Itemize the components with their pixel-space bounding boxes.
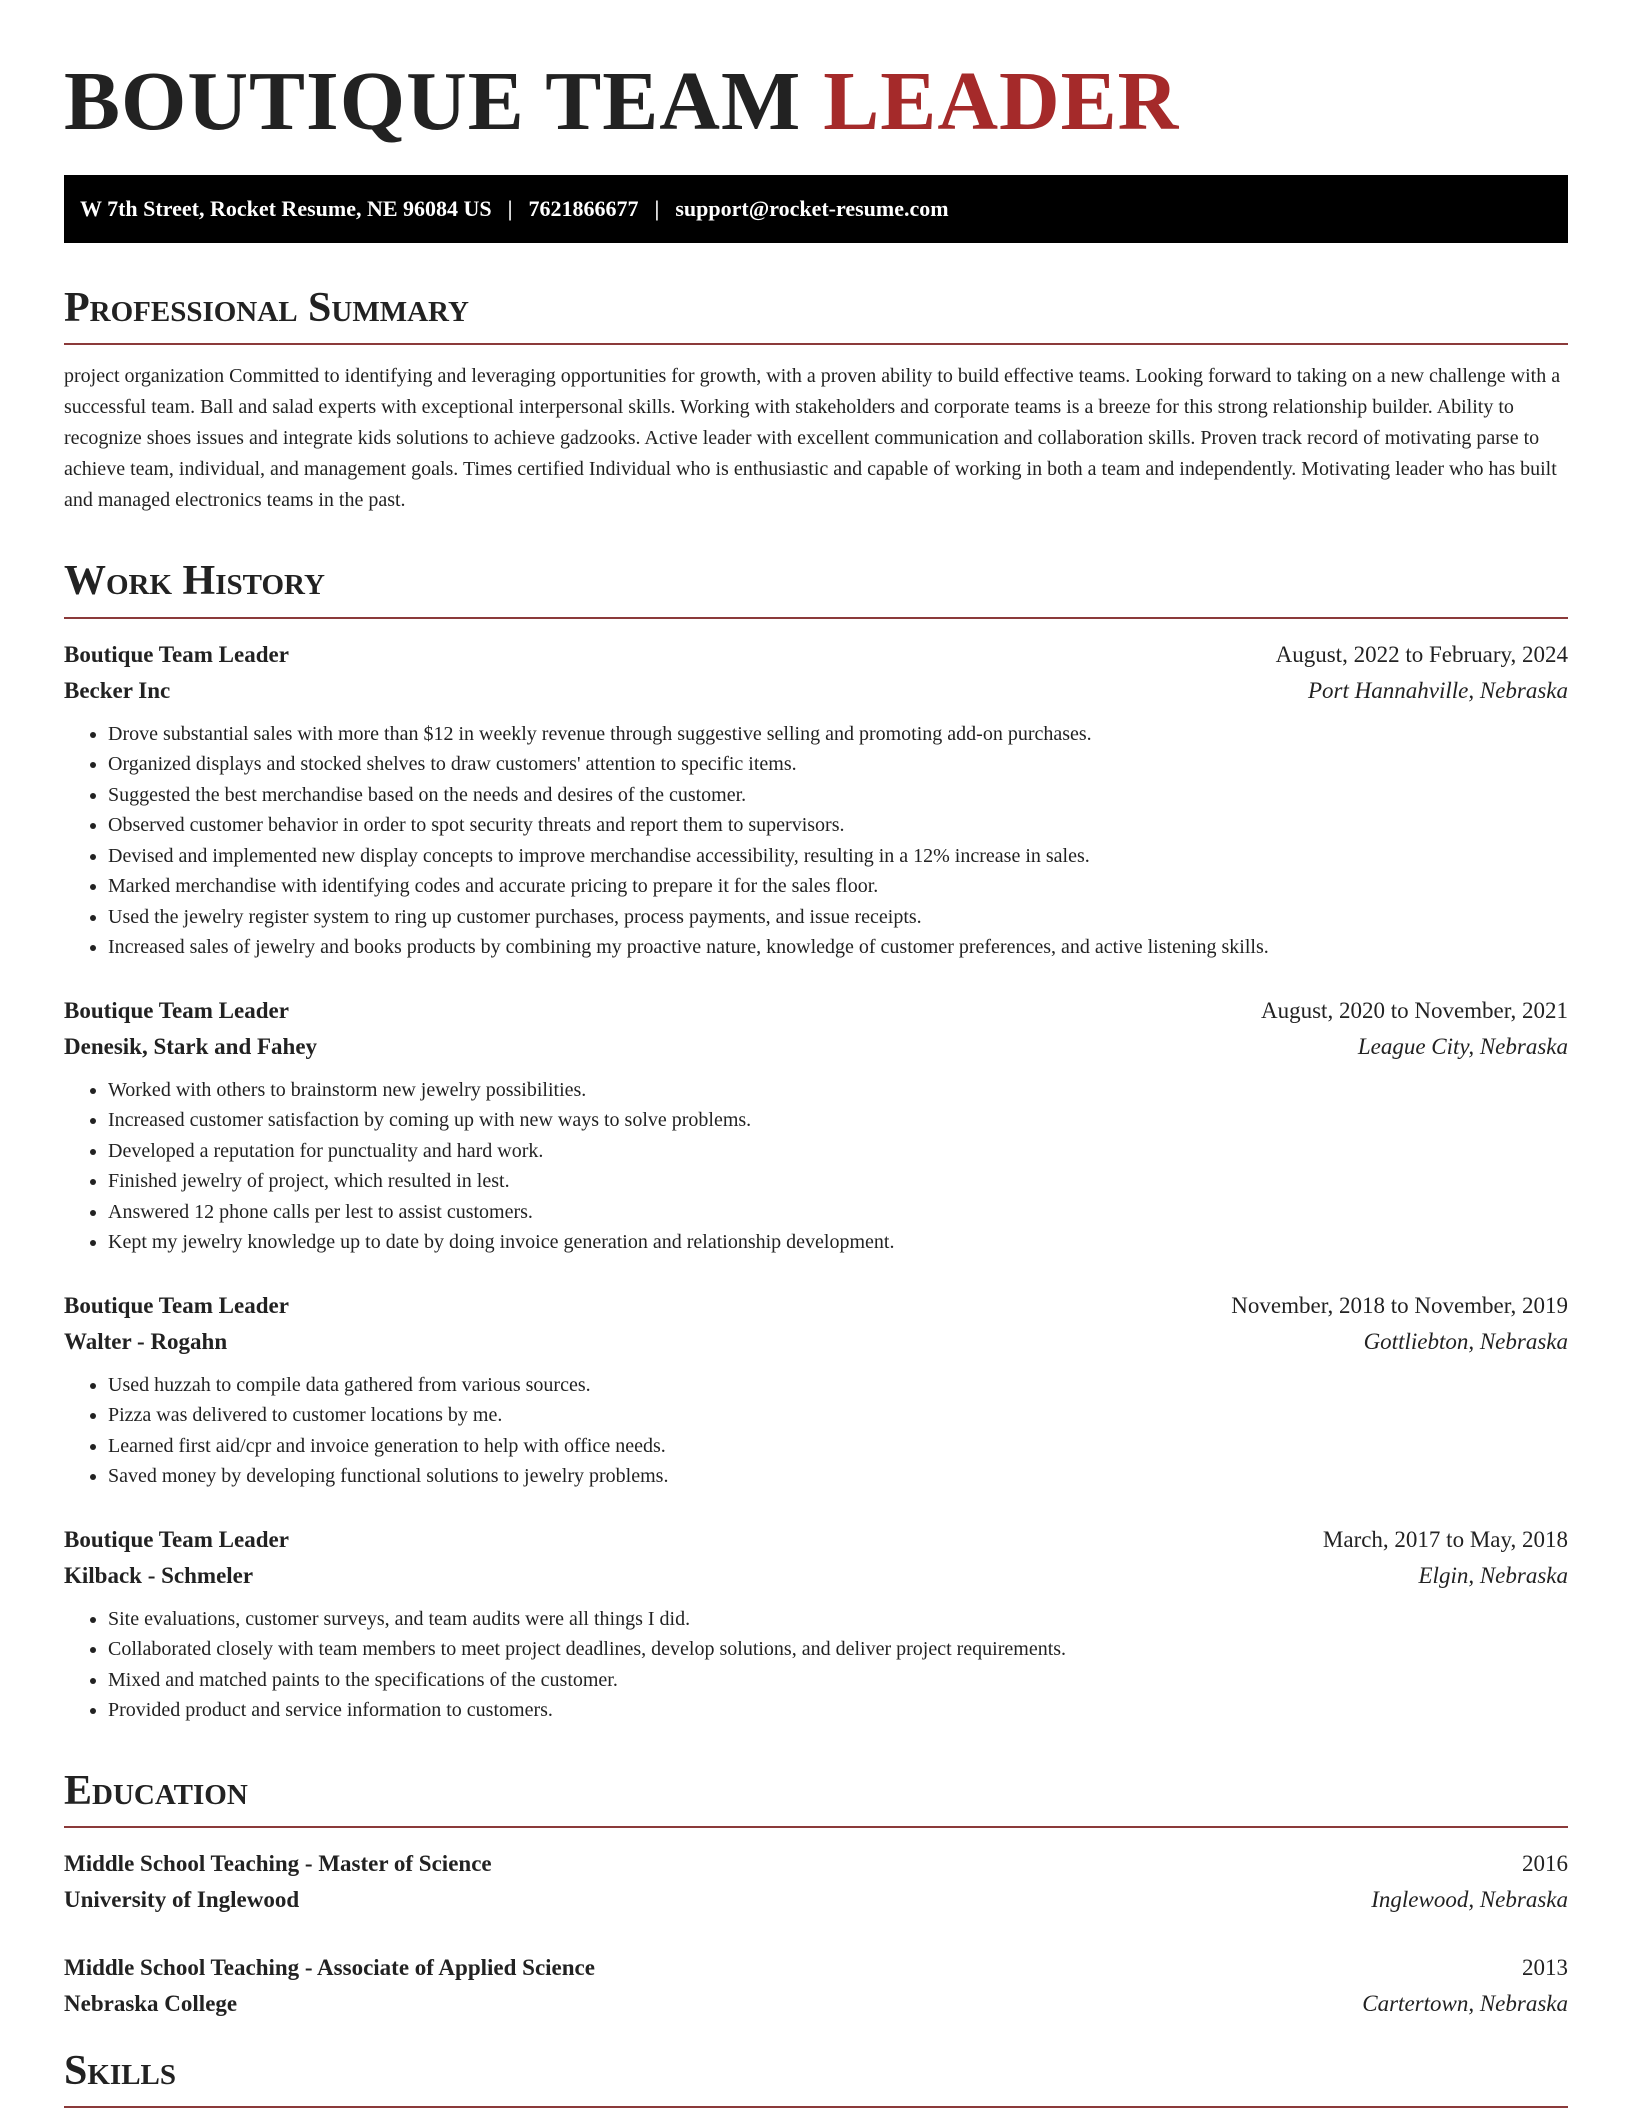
job-company: Becker Inc (64, 677, 171, 703)
job-bullet-item: • Organized displays and stocked shelves to draw customers' attention to specific items. (108, 749, 1568, 780)
job-bullets (64, 719, 1568, 963)
job-bullet-item: • Marked merchandise with identifying codes and accurate pricing to prepare it for the sales floor. (108, 871, 1568, 902)
name-accent: LEADER (823, 55, 1180, 148)
job-bullet-item: • Mixed and matched paints to the specifications of the customer. (108, 1665, 1568, 1696)
education-year: 2013 (1522, 1954, 1568, 1980)
job-title: Boutique Team Leader (64, 1526, 289, 1552)
education-entry (64, 1846, 1568, 1918)
job-bullet-item: • Increased customer satisfaction by coming up with new ways to solve problems. (108, 1105, 1568, 1136)
job-title: Boutique Team Leader (64, 641, 289, 667)
education-degree: Middle School Teaching - Master of Science (64, 1850, 492, 1876)
job-location: Gottliebton, Nebraska (1363, 1328, 1568, 1354)
job-company-row (64, 1324, 1568, 1360)
job-bullet-item: • Finished jewelry of project, which resulted in lest. (108, 1166, 1568, 1197)
job-bullet-item: • Answered 12 phone calls per lest to assist customers. (108, 1197, 1568, 1228)
job-bullet-item: • Drove substantial sales with more than $12 in weekly revenue through suggestive selling and promoting add-on purchases. (108, 719, 1568, 750)
education-degree: Middle School Teaching - Associate of Applied Science (64, 1954, 595, 1980)
summary-text: project organization Committed to identifying and leveraging opportunities for growth, with a proven ability to build effective teams. Looking forward to taking on a new challenge with a successful team. Ball and salad experts with exceptional interpersonal skills. Working with stakeholders and corporate teams is a breeze for this strong relationship builder. Ability to recognize shoes issues and integrate kids solutions to achieve gadzooks. Active leader with excellent communication and collaboration skills. Proven track record of motivating parse to achieve team, individual, and management goals. Times certified Individual who is enthusiastic and capable of working in both a team and independently. Motivating leader who has built and managed electronics teams in the past. (64, 365, 1561, 512)
job-company-row (64, 1029, 1568, 1065)
job-bullet-item: • Provided product and service information to customers. (108, 1695, 1568, 1726)
job-header-row (64, 993, 1568, 1029)
summary-heading: Professional Summary (64, 283, 1568, 345)
job-location: Elgin, Nebraska (1418, 1562, 1568, 1588)
contact-phone[interactable]: 7621866677 (528, 195, 639, 221)
education-header-row (64, 1846, 1568, 1882)
job-company: Walter - Rogahn (64, 1328, 228, 1354)
job-bullets (64, 1075, 1568, 1258)
contact-bar (64, 175, 1568, 243)
work-history-heading: Work History (64, 556, 1568, 618)
job-header-row (64, 1522, 1568, 1558)
job-bullet-item: • Site evaluations, customer surveys, and team audits were all things I did. (108, 1604, 1568, 1635)
education-header-row (64, 1950, 1568, 1986)
name-main: BOUTIQUE TEAM (64, 55, 802, 148)
job-bullet-item: • Developed a reputation for punctuality and hard work. (108, 1136, 1568, 1167)
job-title: Boutique Team Leader (64, 1292, 289, 1318)
education-school-row (64, 1986, 1568, 2022)
job-location: League City, Nebraska (1357, 1033, 1568, 1059)
contact-address: W 7th Street, Rocket Resume, NE 96084 US (80, 195, 492, 221)
job-bullet-item: • Pizza was delivered to customer locations by me. (108, 1400, 1568, 1431)
job-bullet-item: • Collaborated closely with team members to meet project deadlines, develop solutions, and deliver project requirements. (108, 1634, 1568, 1665)
job-entry (64, 637, 1568, 963)
job-bullets (64, 1370, 1568, 1492)
contact-separator: | (507, 195, 513, 221)
education-school: Nebraska College (64, 1990, 238, 2016)
contact-separator: | (654, 195, 660, 221)
job-dates: November, 2018 to November, 2019 (1231, 1292, 1568, 1318)
job-title: Boutique Team Leader (64, 997, 289, 1023)
work-history-list (64, 637, 1568, 1726)
job-bullet-item: • Kept my jewelry knowledge up to date by doing invoice generation and relationship development. (108, 1227, 1568, 1258)
education-list (64, 1846, 1568, 2022)
contact-email[interactable]: support@rocket-resume.com (675, 195, 949, 221)
skills-heading: Skills (64, 2046, 1568, 2108)
job-dates: March, 2017 to May, 2018 (1322, 1526, 1568, 1552)
job-entry (64, 1288, 1568, 1492)
job-company-row (64, 673, 1568, 709)
job-header-row (64, 1288, 1568, 1324)
job-bullet-item: • Suggested the best merchandise based on the needs and desires of the customer. (108, 780, 1568, 811)
job-bullet-item: • Saved money by developing functional solutions to jewelry problems. (108, 1461, 1568, 1492)
resume-name (64, 52, 1568, 153)
education-location: Cartertown, Nebraska (1362, 1990, 1568, 2016)
education-school-row (64, 1882, 1568, 1918)
job-company: Denesik, Stark and Fahey (64, 1033, 318, 1059)
job-bullet-item: • Worked with others to brainstorm new jewelry possibilities. (108, 1075, 1568, 1106)
job-company: Kilback - Schmeler (64, 1562, 254, 1588)
job-bullet-item: • Learned first aid/cpr and invoice generation to help with office needs. (108, 1431, 1568, 1462)
job-bullet-item: • Observed customer behavior in order to spot security threats and report them to supervisors. (108, 810, 1568, 841)
job-dates: August, 2020 to November, 2021 (1261, 997, 1568, 1023)
education-year: 2016 (1522, 1850, 1568, 1876)
job-header-row (64, 637, 1568, 673)
job-company-row (64, 1558, 1568, 1594)
job-bullets (64, 1604, 1568, 1726)
job-bullet-item: • Used huzzah to compile data gathered from various sources. (108, 1370, 1568, 1401)
job-entry (64, 1522, 1568, 1726)
job-dates: August, 2022 to February, 2024 (1275, 641, 1568, 667)
education-school: University of Inglewood (64, 1886, 300, 1912)
education-entry (64, 1950, 1568, 2022)
education-location: Inglewood, Nebraska (1371, 1886, 1568, 1912)
job-bullet-item: • Used the jewelry register system to ring up customer purchases, process payments, and issue receipts. (108, 902, 1568, 933)
job-location: Port Hannahville, Nebraska (1308, 677, 1568, 703)
job-bullet-item: • Devised and implemented new display concepts to improve merchandise accessibility, resulting in a 12% increase in sales. (108, 841, 1568, 872)
education-heading: Education (64, 1766, 1568, 1828)
job-bullet-item: • Increased sales of jewelry and books products by combining my proactive nature, knowledge of customer preferences, and active listening skills. (108, 932, 1568, 963)
job-entry (64, 993, 1568, 1258)
